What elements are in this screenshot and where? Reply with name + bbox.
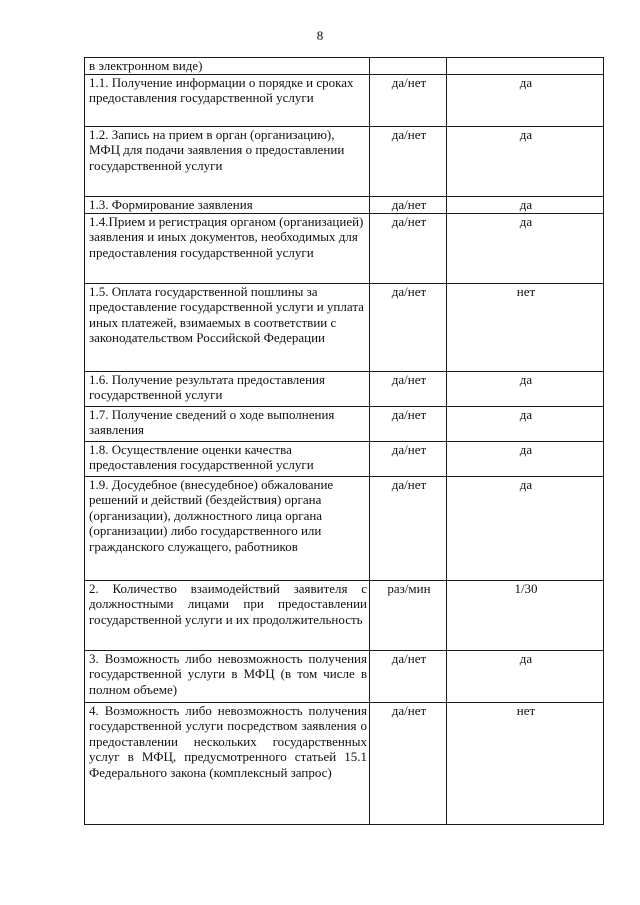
table-row [85, 196, 604, 213]
table-cell-name: 4. Возможность либо невозможность получения государственной услуги посредством заявления о предоставлении нескольких государственных услуг в МФЦ, предусмотренного статьей 15.1 Федерального закона (комплексный запрос) [85, 702, 370, 824]
table-cell-unit: да/нет [370, 283, 447, 371]
table-row [85, 213, 604, 283]
table-row [85, 702, 604, 824]
table-cell-name: 1.2. Запись на прием в орган (организацию), МФЦ для подачи заявления о предоставлении государственной услуги [85, 126, 370, 196]
table-cell-value: да [447, 196, 604, 213]
table-cell-value: да [447, 650, 604, 702]
table-row [85, 476, 604, 580]
table-row [85, 650, 604, 702]
table-cell-unit [370, 58, 447, 75]
table-row [85, 126, 604, 196]
table-row [85, 441, 604, 476]
table-cell-name: 1.7. Получение сведений о ходе выполнения заявления [85, 406, 370, 441]
table-cell-unit: раз/мин [370, 580, 447, 650]
table-cell-unit: да/нет [370, 371, 447, 406]
table-cell-value: да [447, 476, 604, 580]
table-cell-value: да [447, 74, 604, 126]
table-row [85, 58, 604, 75]
table-cell-name: 1.8. Осуществление оценки качества предоставления государственной услуги [85, 441, 370, 476]
table-cell-name: 1.1. Получение информации о порядке и сроках предоставления государственной услуги [85, 74, 370, 126]
table-cell-unit: да/нет [370, 406, 447, 441]
table-cell-value: да [447, 371, 604, 406]
table-cell-value [447, 58, 604, 75]
table-cell-value: нет [447, 283, 604, 371]
table-cell-name: 1.3. Формирование заявления [85, 196, 370, 213]
table-cell-value: да [447, 126, 604, 196]
table-row [85, 406, 604, 441]
table-cell-unit: да/нет [370, 196, 447, 213]
table-cell-unit: да/нет [370, 476, 447, 580]
table-cell-name: 1.6. Получение результата предоставления государственной услуги [85, 371, 370, 406]
table-cell-unit: да/нет [370, 213, 447, 283]
table-cell-value: 1/30 [447, 580, 604, 650]
table-cell-unit: да/нет [370, 74, 447, 126]
table-row [85, 74, 604, 126]
table-cell-name: 1.5. Оплата государственной пошлины за предоставление государственной услуги и уплата иных платежей, взимаемых в соответствии с законодательством Российской Федерации [85, 283, 370, 371]
table-row [85, 283, 604, 371]
table-cell-name: 2. Количество взаимодействий заявителя с должностными лицами при предоставлении государственной услуги и их продолжительность [85, 580, 370, 650]
table-cell-value: да [447, 406, 604, 441]
table-row [85, 580, 604, 650]
table-cell-value: да [447, 441, 604, 476]
table-cell-name: 1.4.Прием и регистрация органом (организацией) заявления и иных документов, необходимых для предоставления государственной услуги [85, 213, 370, 283]
table-cell-name: 3. Возможность либо невозможность получения государственной услуги в МФЦ (в том числе в полном объеме) [85, 650, 370, 702]
table-cell-unit: да/нет [370, 650, 447, 702]
indicators-table [84, 57, 604, 825]
table-row [85, 371, 604, 406]
table-cell-name: в электронном виде) [85, 58, 370, 75]
table-cell-value: нет [447, 702, 604, 824]
table-cell-unit: да/нет [370, 126, 447, 196]
table-cell-value: да [447, 213, 604, 283]
table-cell-unit: да/нет [370, 441, 447, 476]
table-cell-unit: да/нет [370, 702, 447, 824]
table-cell-name: 1.9. Досудебное (внесудебное) обжалование решений и действий (бездействия) органа (организации), должностного лица органа (организации) либо государственного или гражданского служащего, работников [85, 476, 370, 580]
page-number: 8 [316, 28, 324, 43]
